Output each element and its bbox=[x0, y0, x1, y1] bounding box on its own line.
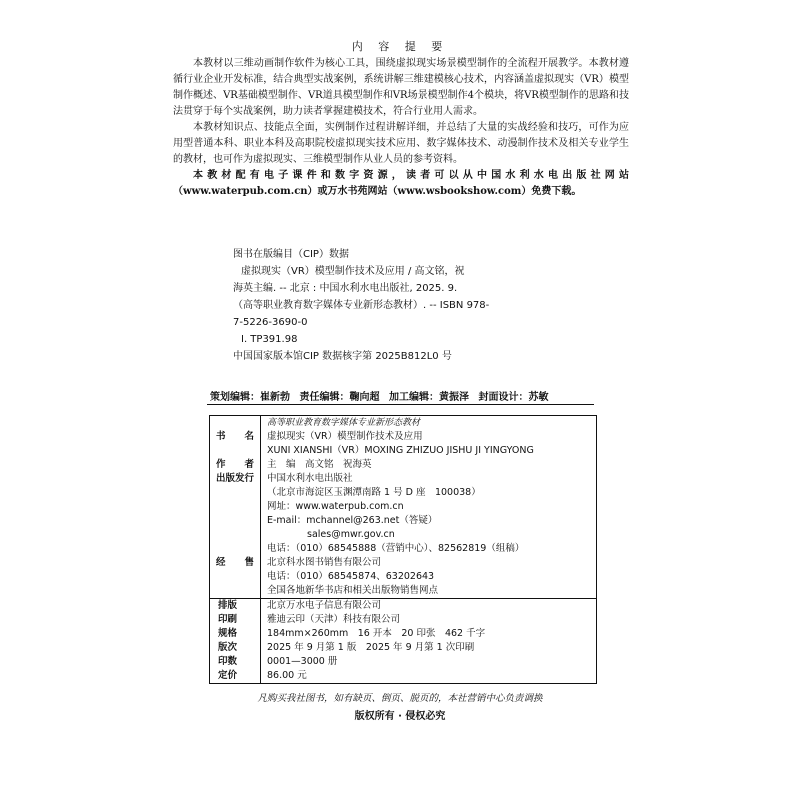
processing-editor: 加工编辑：黄振泽 bbox=[388, 392, 469, 403]
book-title: 虚拟现实（VR）模型制作技术及应用 bbox=[267, 431, 423, 442]
price-label: 定价 bbox=[218, 670, 238, 681]
responsible-editor: 责任编辑：鞠向超 bbox=[299, 392, 380, 403]
edition: 2025 年 9 月第 1 版 2025 年 9 月第 1 次印刷 bbox=[267, 642, 475, 653]
cip-line: 虚拟现实（VR）模型制作技术及应用 / 高文铭，祝 bbox=[241, 266, 465, 277]
cip-line: （高等职业教育数字媒体专业新形态教材）. -- ISBN 978- bbox=[233, 300, 490, 311]
cover-designer: 封面设计：苏敏 bbox=[478, 392, 549, 403]
cip-classification: Ⅰ. TP391.98 bbox=[241, 334, 298, 345]
author-label: 作 者 bbox=[215, 459, 254, 470]
series-name: 高等职业教育数字媒体专业新形态教材 bbox=[267, 418, 421, 428]
publisher: 中国水利水电出版社 bbox=[267, 473, 353, 484]
cip-number: 中国国家版本馆CIP 数据核字第 2025B812L0 号 bbox=[233, 351, 452, 362]
typeset-label: 排版 bbox=[218, 600, 238, 611]
publisher-contact-section bbox=[210, 486, 596, 556]
cip-heading: 图书在版编目（CIP）数据 bbox=[233, 249, 349, 260]
publisher-address: （北京市海淀区玉渊潭南路 1 号 D 座 100038） bbox=[267, 487, 481, 498]
divider-rule bbox=[207, 404, 594, 405]
summary-paragraph-3: 本教材配有电子课件和数字资源，读者可以从中国水利水电出版社网站（www.waterpub.com.cn）或万水书苑网站（www.wsbookshow.com）免费下载。 bbox=[173, 170, 629, 197]
replacement-notice: 凡购买我社图书，如有缺页、倒页、脱页的，本社营销中心负责调换 bbox=[257, 693, 543, 704]
distributor-section bbox=[210, 556, 596, 598]
summary-paragraph-1: 本教材以三维动画制作软件为核心工具，围绕虚拟现实场景模型制作的全流程开展教学。本教材遵循行业企业开发标准，结合典型实战案例，系统讲解三维建模核心技术，内容涵盖虚拟现实（VR）模型制作概述、VR基础模型制作、VR道具模型制作和VR场景模型制作4个模块，将VR模型制作的思路和技法贯穿于每个实战案例，助力读者掌握建模技术，符合行业用人需求。 bbox=[173, 58, 629, 117]
distributor: 北京科水图书销售有限公司 bbox=[267, 557, 382, 568]
edition-label: 版次 bbox=[218, 642, 238, 653]
planning-editor: 策划编辑：崔新勃 bbox=[210, 392, 290, 403]
production-section bbox=[210, 598, 596, 683]
publisher-website: 网址：www.waterpub.com.cn bbox=[267, 501, 404, 512]
distribution-network: 全国各地新华书店和相关出版物销售网点 bbox=[267, 585, 439, 596]
cip-line: 7-5226-3690-0 bbox=[233, 317, 308, 328]
cip-block bbox=[233, 246, 533, 365]
title-section bbox=[210, 416, 596, 486]
author: 主 编 高文铭 祝海英 bbox=[267, 459, 372, 470]
editor-credits bbox=[210, 388, 554, 403]
content-summary bbox=[173, 56, 629, 200]
summary-paragraph-2: 本教材知识点、技能点全面，实例制作过程讲解详细，并总结了大量的实战经验和技巧，可作为应用型普通本科、职业本科及高职院校虚拟现实技术应用、数字媒体技术、动漫制作技术及相关专业学生的教材，也可作为虚拟现实、三维模型制作从业人员的参考资料。 bbox=[173, 122, 629, 165]
publication-info-table bbox=[209, 415, 597, 684]
price: 86.00 元 bbox=[267, 670, 307, 681]
publisher-email-2: sales@mwr.gov.cn bbox=[307, 529, 395, 540]
summary-title: 内 容 提 要 bbox=[351, 40, 449, 53]
title-label: 书 名 bbox=[215, 431, 254, 442]
distributor-phone: 电话：（010）68545874、63202643 bbox=[267, 571, 435, 582]
copyright-notice: 版权所有 · 侵权必究 bbox=[354, 711, 446, 722]
publisher-label: 出版发行 bbox=[215, 473, 254, 484]
typesetter: 北京万水电子信息有限公司 bbox=[267, 600, 382, 611]
book-title-pinyin: XUNI XIANSHI（VR）MOXING ZHIZUO JISHU JI YINGYONG bbox=[267, 445, 534, 456]
printer: 雅迪云印（天津）科技有限公司 bbox=[267, 614, 401, 625]
specification: 184mm×260mm 16 开本 20 印张 462 千字 bbox=[267, 628, 486, 639]
publisher-phone: 电话：（010）68545888（营销中心）、82562819（组稿） bbox=[267, 543, 525, 554]
print-run: 0001—3000 册 bbox=[267, 656, 338, 667]
publisher-email: E-mail：mchannel@263.net（答疑） bbox=[267, 515, 438, 526]
print-label: 印刷 bbox=[218, 614, 238, 625]
spec-label: 规格 bbox=[218, 628, 238, 639]
copies-label: 印数 bbox=[218, 656, 238, 667]
cip-line: 海英主编. -- 北京 : 中国水利水电出版社, 2025. 9. bbox=[233, 283, 458, 294]
distributor-label: 经 售 bbox=[215, 557, 254, 568]
